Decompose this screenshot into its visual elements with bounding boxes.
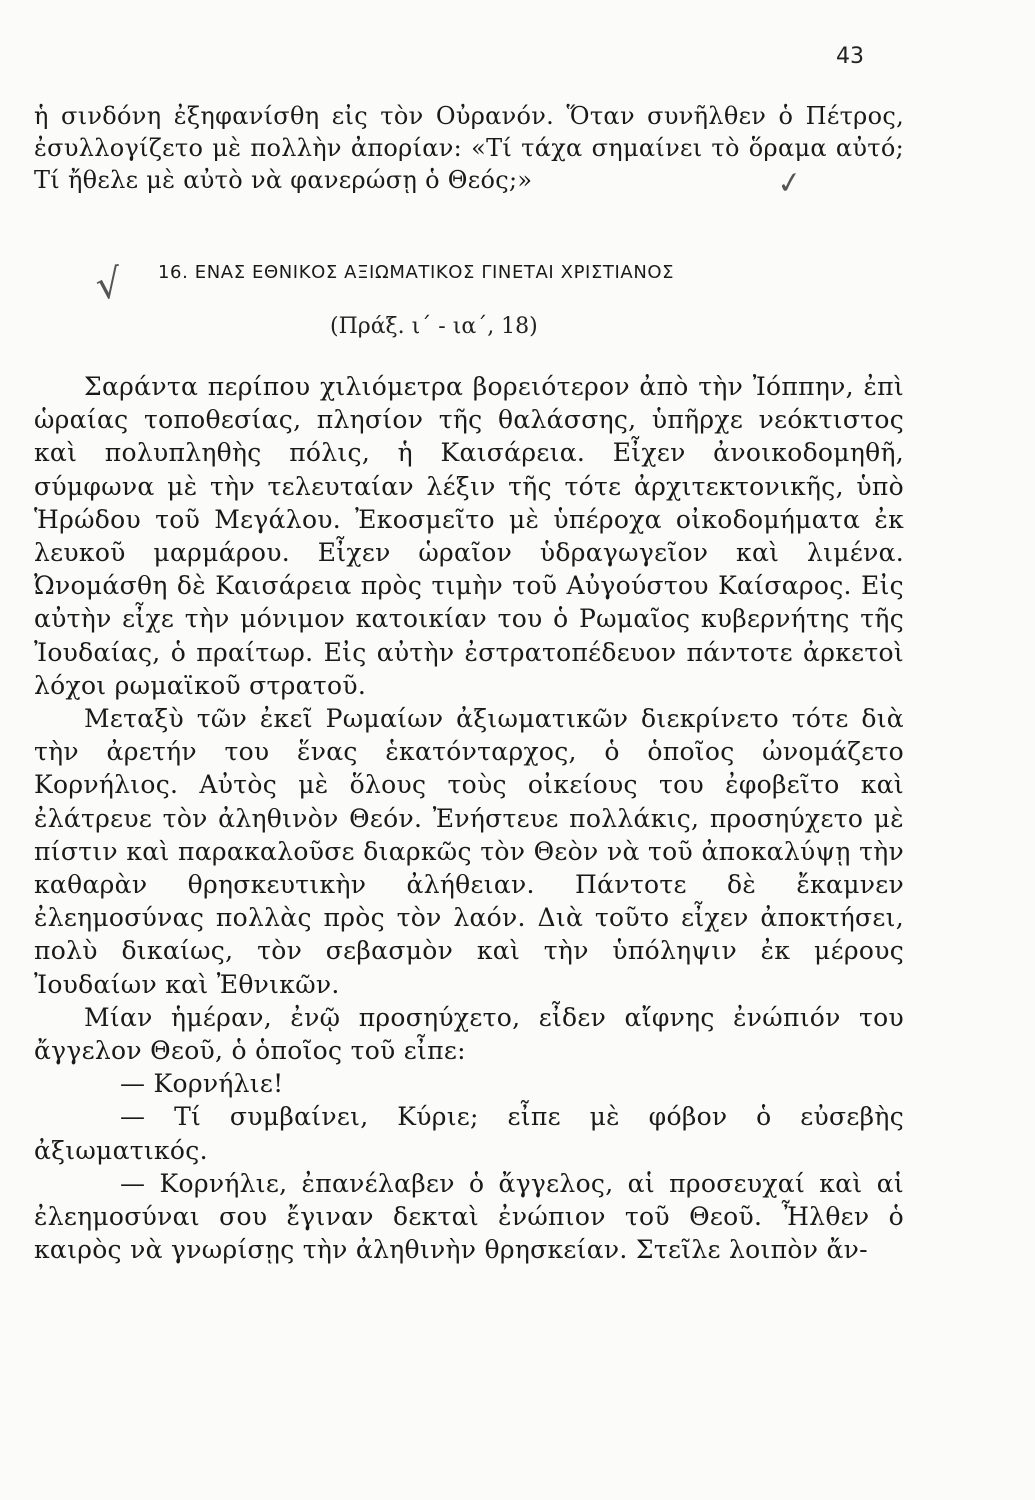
paragraph: Μεταξὺ τῶν ἐκεῖ Ρωμαίων ἀξιωματικῶν διεκρίνετο τότε διὰ τὴν ἀρετήν του ἕνας ἑκατόνταρχος, ὁ ὁποῖος ὠνομάζετο Κορνήλιος. Αὐτὸς μὲ ὅλους τοὺς οἰκείους του ἐφοβεῖτο καὶ ἐλάτρευε τὸν ἀληθινὸν Θεόν. Ἐνήστευε πολλάκις, προσηύχετο μὲ πίστιν καὶ παρακαλοῦσε διαρκῶς τὸν Θεὸν νὰ τοῦ ἀποκαλύψῃ τὴν καθαρὰν θρησκευτικὴν ἀλήθειαν. Πάντοτε δὲ ἔκαμνεν ἐλεημοσύνας πολλὰς πρὸς τὸν λαόν. Διὰ τοῦτο εἶχεν ἀποκτήσει, πολὺ δικαίως, τὸν σεβασμὸν καὶ τὴν ὑπόληψιν ἐκ μέρους Ἰουδαίων καὶ Ἐθνικῶν. xyxy=(34,704,904,999)
paragraph: Σαράντα περίπου χιλιόμετρα βορειότερον ἀπὸ τὴν Ἰόππην, ἐπὶ ὡραίας τοποθεσίας, πλησίον τῆς θαλάσσης, ὑπῆρχε νεόκτιστος καὶ πολυπληθὴς πόλις, ἡ Καισάρεια. Εἶχεν ἀνοικοδομηθῆ, σύμφωνα μὲ τὴν τελευταίαν λέξιν τῆς τότε ἀρχιτεκτονικῆς, ὑπὸ Ἡρώδου τοῦ Μεγάλου. Ἐκοσμεῖτο μὲ ὑπέροχα οἰκοδομήματα ἐκ λευκοῦ μαρμάρου. Εἶχεν ὡραῖον ὑδραγωγεῖον καὶ λιμένα. Ὠνομάσθη δὲ Καισάρεια πρὸς τιμὴν τοῦ Αὐγούστου Καίσαρος. Εἰς αὐτὴν εἶχε τὴν μόνιμον κατοικίαν του ὁ Ρωμαῖος κυβερνήτης τῆς Ἰουδαίας, ὁ πραίτωρ. Εἰς αὐτὴν ἐστρατοπέδευον πάντοτε ἀρκετοὶ λόχοι ρωμαϊκοῦ στρατοῦ. xyxy=(34,372,904,700)
dialogue-line: — Τί συμβαίνει, Κύριε; εἶπε μὲ φόβον ὁ εὐσεβὴς ἀξιωματικός. xyxy=(34,1102,904,1165)
paragraph: Μίαν ἡμέραν, ἐνῷ προσηύχετο, εἶδεν αἴφνης ἐνώπιόν του ἄγγελον Θεοῦ, ὁ ὁποῖος τοῦ εἶπε: xyxy=(34,1002,904,1066)
page-number: 43 xyxy=(836,44,864,69)
dialogue-line: — Κορνήλιε, ἐπανέλαβεν ὁ ἄγγελος, αἱ προσευχαί καὶ αἱ ἐλεημοσύναι σου ἔγιναν δεκταὶ ἐνώπιον τοῦ Θεοῦ. Ἦλθεν ὁ καιρὸς νὰ γνωρίσῃς τὴν ἀληθινὴν θρησκείαν. Στεῖλε λοιπὸν ἄν- xyxy=(34,1168,904,1265)
chapter-title: 16. ΕΝΑΣ ΕΘΝΙΚΟΣ ΑΞΙΩΜΑΤΙΚΟΣ ΓΙΝΕΤΑΙ ΧΡΙΣΤΙΑΝΟΣ xyxy=(158,262,675,283)
dialogue-line: — Κορνήλιε! xyxy=(120,1069,284,1099)
handwritten-check-mark: √ xyxy=(92,260,125,310)
intro-paragraph: ἡ σινδόνη ἐξηφανίσθη εἰς τὸν Οὐρανόν. Ὅταν συνῆλθεν ὁ Πέτρος, ἐσυλλογίζετο μὲ πολλὴν ἀπορίαν: «Τί τάχα σημαίνει τὸ ὅραμα αὐτό; Τί ἤθελε μὲ αὐτὸ νὰ φανερώσῃ ὁ Θεός;» xyxy=(34,102,904,194)
handwritten-check-mark: ✓ xyxy=(774,164,805,203)
chapter-reference: (Πράξ. ι΄ - ια΄, 18) xyxy=(330,314,538,339)
chapter-body xyxy=(34,370,904,1266)
